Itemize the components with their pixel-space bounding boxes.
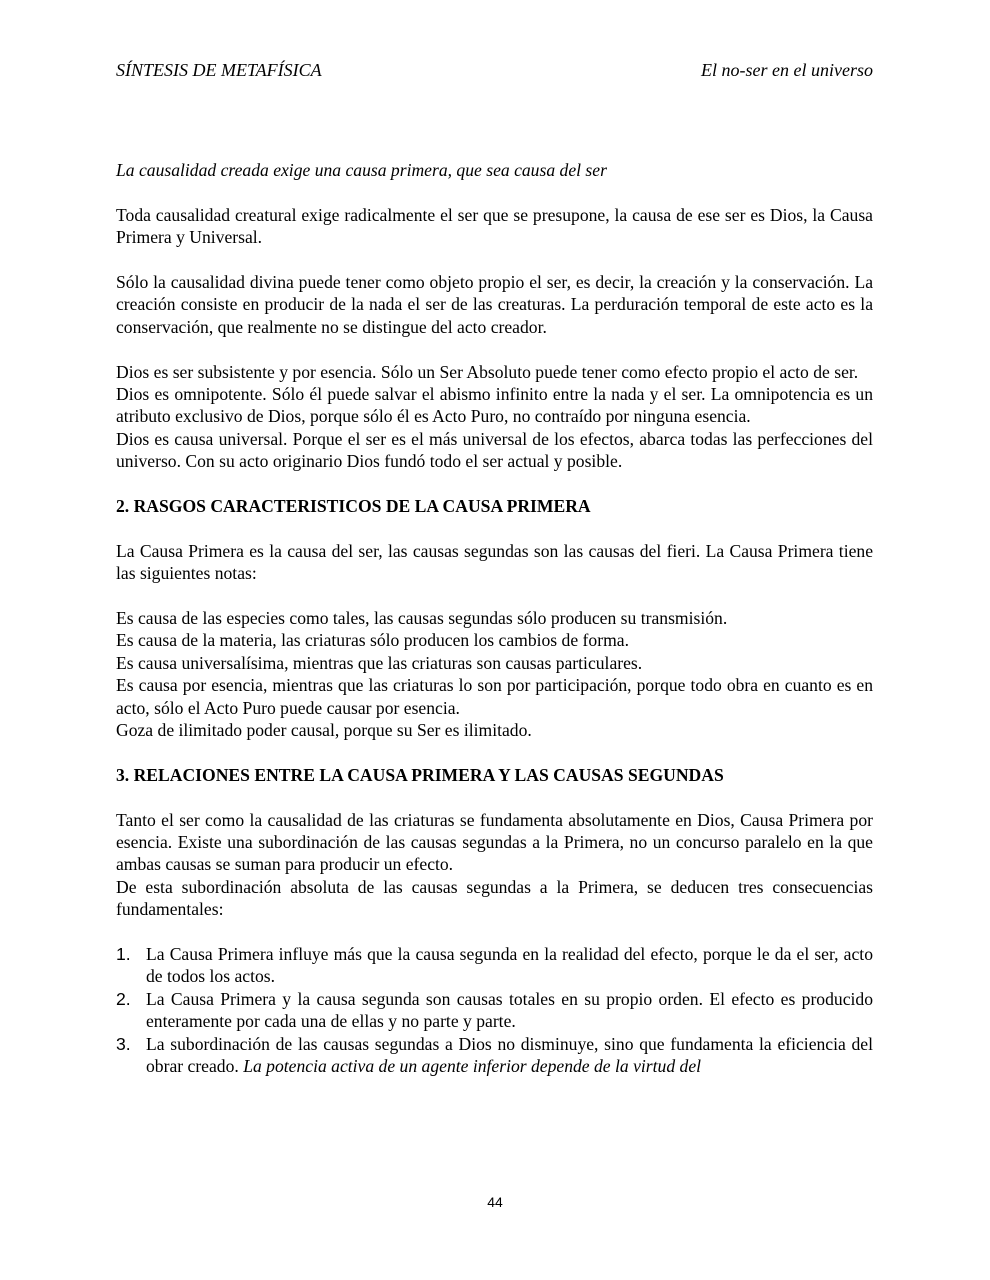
- list-item-text: La subordinación de las causas segundas a Dios no disminuye, sino que fundamenta la eficiencia del obrar creado.: [146, 1033, 873, 1077]
- list-item: [116, 1033, 873, 1078]
- section-heading: 2. RASGOS CARACTERISTICOS DE LA CAUSA PRIMERA: [116, 496, 591, 517]
- paragraph: Tanto el ser como la causalidad de las criaturas se fundamenta absolutamente en Dios, Causa Primera por esencia. Existe una subordinación de las causas segundas a la Primera, no un concurso paralelo en la que ambas causas se suman para producir un efecto.: [116, 809, 873, 875]
- list-item-text: La Causa Primera y la causa segunda son causas totales en su propio orden. El efecto es producido enteramente por cada una de ellas y no parte y parte.: [146, 988, 873, 1032]
- header-chapter-title: El no-ser en el universo: [701, 60, 873, 80]
- list-number: 2.: [116, 988, 131, 1009]
- intro-heading: La causalidad creada exige una causa primera, que sea causa del ser: [116, 160, 607, 180]
- paragraph: Dios es causa universal. Porque el ser es el más universal de los efectos, abarca todas las perfecciones del universo. Con su acto originario Dios fundó todo el ser actual y posible.: [116, 428, 873, 472]
- list-item-italic-text: La potencia activa de un agente inferior depende de la virtud del: [243, 1056, 702, 1077]
- header-book-title: SÍNTESIS DE METAFÍSICA: [116, 60, 322, 80]
- list-number: 1.: [116, 944, 131, 965]
- list-item-text: La Causa Primera influye más que la causa segunda en la realidad del efecto, porque le da el ser, acto de todos los actos.: [146, 944, 873, 987]
- note-line: Es causa de la materia, las criaturas sólo producen los cambios de forma.: [116, 630, 629, 651]
- paragraph: Dios es omnipotente. Sólo él puede salvar el abismo infinito entre la nada y el ser. La omnipotencia es un atributo exclusivo de Dios, porque sólo él es Acto Puro, no contraído por ninguna esencia.: [116, 384, 873, 427]
- section-heading: 3. RELACIONES ENTRE LA CAUSA PRIMERA Y LAS CAUSAS SEGUNDAS: [116, 764, 724, 785]
- paragraph: Dios es ser subsistente y por esencia. Sólo un Ser Absoluto puede tener como efecto propio el acto de ser.: [116, 361, 859, 382]
- note-line: Es causa por esencia, mientras que las criaturas lo son por participación, porque todo obra en cuanto es en acto, sólo el Acto Puro puede causar por esencia.: [116, 675, 873, 718]
- page-body: [116, 159, 873, 1078]
- list-item: [116, 943, 873, 988]
- note-line: Es causa de las especies como tales, las causas segundas sólo producen su transmisión.: [116, 608, 728, 629]
- note-line: Es causa universalísima, mientras que las criaturas son causas particulares.: [116, 652, 643, 673]
- list-number: 3.: [116, 1033, 131, 1054]
- running-header: [116, 58, 873, 82]
- paragraph: La Causa Primera es la causa del ser, las causas segundas son las causas del fieri. La Causa Primera tiene las siguientes notas:: [116, 540, 873, 584]
- paragraph: Sólo la causalidad divina puede tener como objeto propio el ser, es decir, la creación y la conservación. La creación consiste en producir de la nada el ser de las creaturas. La perduración temporal de este acto es la conservación, que realmente no se distingue del acto creador.: [116, 272, 873, 337]
- paragraph: Toda causalidad creatural exige radicalmente el ser que se presupone, la causa de ese ser es Dios, la Causa Primera y Universal.: [116, 204, 873, 248]
- note-line: Goza de ilimitado poder causal, porque su Ser es ilimitado.: [116, 720, 532, 741]
- page-number: 44: [487, 1194, 503, 1210]
- consequences-list: [116, 943, 873, 1077]
- paragraph: De esta subordinación absoluta de las causas segundas a la Primera, se deducen tres consecuencias fundamentales:: [116, 876, 873, 920]
- list-item: [116, 988, 873, 1033]
